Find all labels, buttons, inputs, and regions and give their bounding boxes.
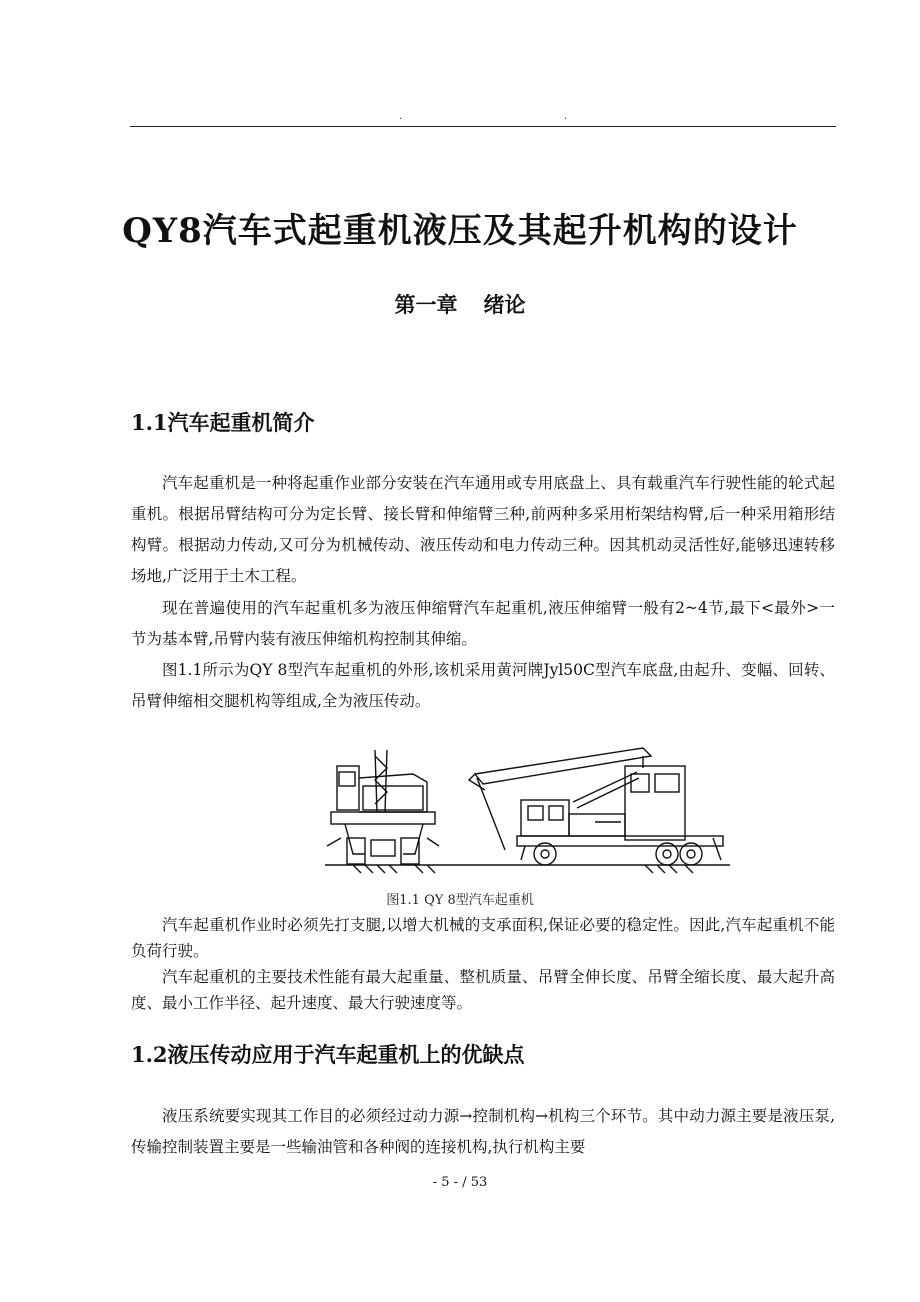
chapter-heading xyxy=(0,289,920,321)
paragraph: 汽车起重机的主要技术性能有最大起重量、整机质量、吊臂全伸长度、吊臂全缩长度、最大起升高度、最小工作半径、起升速度、最大行驶速度等。 xyxy=(131,968,835,1012)
section-heading: 1.2液压传动应用于汽车起重机上的优缺点 xyxy=(131,1042,525,1067)
header-dot: . xyxy=(564,111,568,122)
header-rule xyxy=(130,126,836,127)
paragraph: 汽车起重机作业时必须先打支腿,以增大机械的支承面积,保证必要的稳定性。因此,汽车起重机不能负荷行驶。 xyxy=(131,916,835,960)
header-dot: . xyxy=(399,111,403,122)
crane-figure xyxy=(325,742,730,880)
paragraph: 汽车起重机是一种将起重作业部分安装在汽车通用或专用底盘上、具有载重汽车行驶性能的轮式起重机。根据吊臂结构可分为定长臂、接长臂和伸缩臂三种,前两种多采用桁架结构臂,后一种采用箱形结构臂。根据动力传动,又可分为机械传动、液压传动和电力传动三种。因其机动灵活性好,能够迅速转移场地,广泛用于土木工程。 xyxy=(131,474,835,585)
paragraph: 现在普遍使用的汽车起重机多为液压伸缩臂汽车起重机,液压伸缩臂一般有2~4节,最下<最外>一节为基本臂,吊臂内装有液压伸缩机构控制其伸缩。 xyxy=(131,599,835,648)
document-title: QY8汽车式起重机液压及其起升机构的设计 xyxy=(122,211,798,251)
section-heading: 1.1汽车起重机简介 xyxy=(131,410,315,435)
figure-caption: 图1.1 QY 8型汽车起重机 xyxy=(386,893,534,908)
chapter-number: 第一章 xyxy=(394,292,458,317)
chapter-name: 绪论 xyxy=(483,292,526,317)
paragraph: 图1.1所示为QY 8型汽车起重机的外形,该机采用黄河牌Jyl50C型汽车底盘,由起升、变幅、回转、吊臂伸缩相交腿机构等组成,全为液压传动。 xyxy=(131,661,835,710)
paragraph: 液压系统要实现其工作目的必须经过动力源→控制机构→机构三个环节。其中动力源主要是液压泵,传输控制装置主要是一些输油管和各种阀的连接机构,执行机构主要 xyxy=(131,1107,835,1156)
page-number: - 5 - / 53 xyxy=(432,1175,488,1190)
